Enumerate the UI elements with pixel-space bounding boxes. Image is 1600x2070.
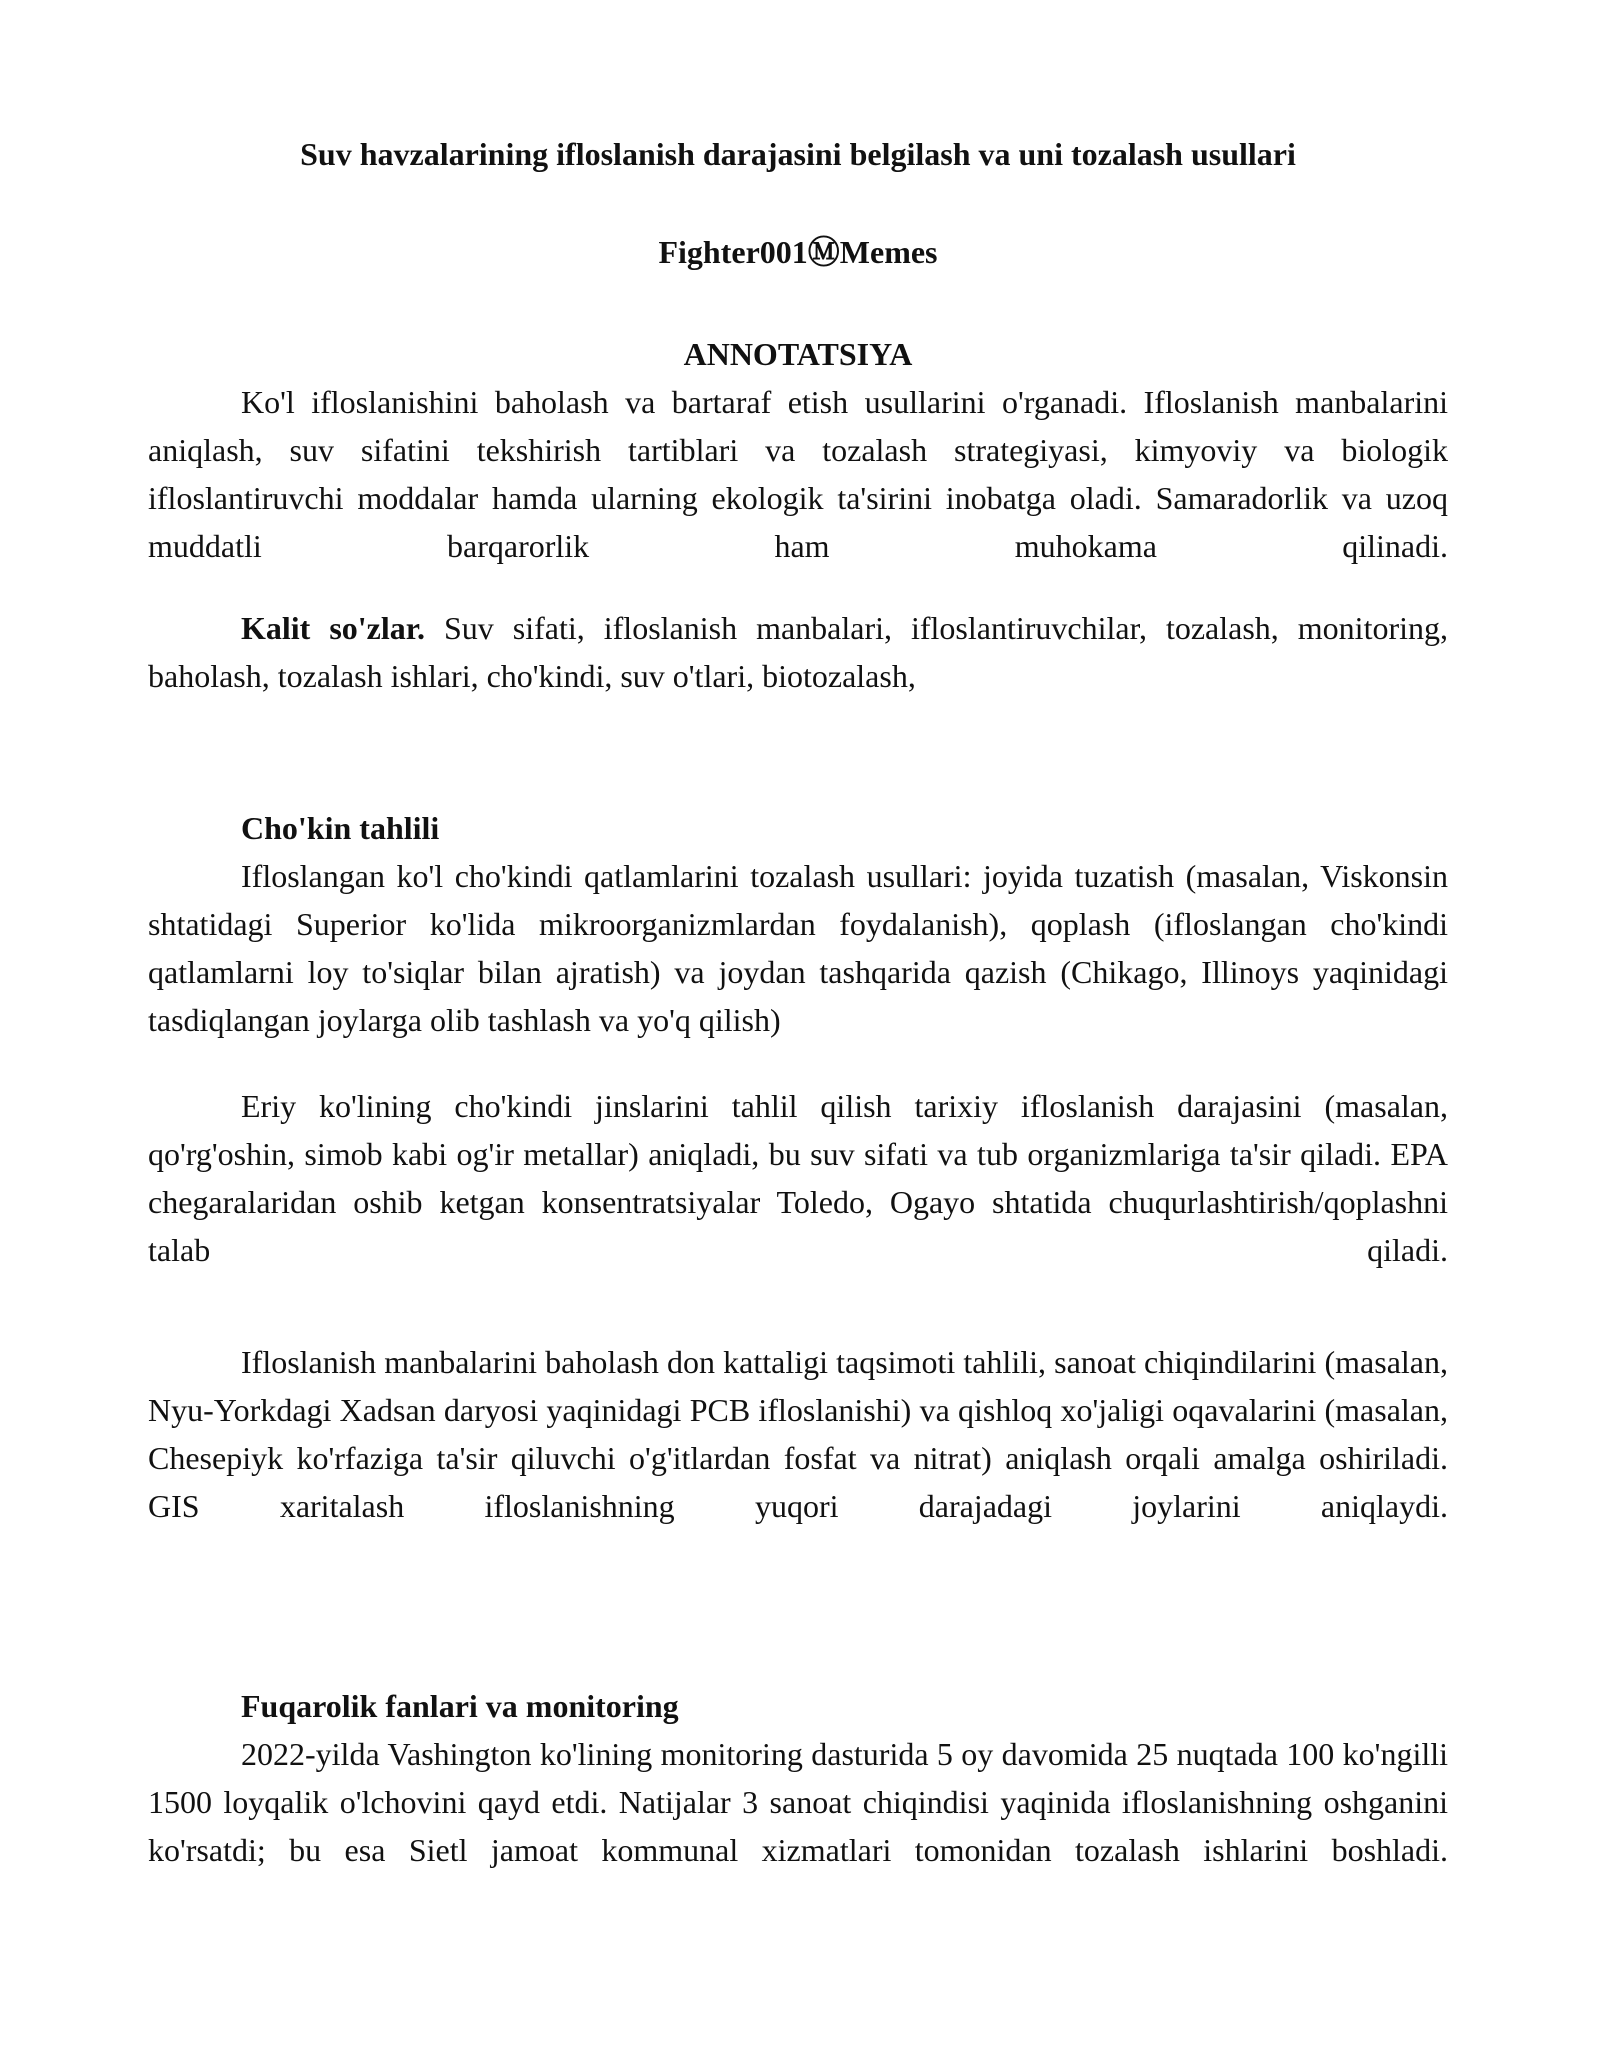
document-author: Fighter001ⓂMemes bbox=[658, 234, 938, 270]
document-title: Suv havzalarining ifloslanish darajasini belgilash va uni tozalash usullari bbox=[300, 136, 1296, 172]
section-chokin-paragraph-1: Ifloslangan ko'l cho'kindi qatlamlarini tozalash usullari: joyida tuzatish (masalan, Viskonsin shtatidagi Superior ko'lida mikroorganizmlardan foydalanish), qoplash (ifloslangan cho'kindi qatlamlarni loy to'siqlar bilan ajratish) va joydan tashqarida qazish (Chikago, Illinoys yaqinidagi tasdiqlangan joylarga olib tashlash va yo'q qilish) bbox=[148, 858, 1448, 1038]
section-heading-chokin: Cho'kin tahlili bbox=[241, 810, 440, 846]
section-heading-fuqarolik: Fuqarolik fanlari va monitoring bbox=[241, 1688, 679, 1724]
section-fuqarolik-paragraph-1: 2022-yilda Vashington ko'lining monitoring dasturida 5 oy davomida 25 nuqtada 100 ko'ngilli 1500 loyqalik o'lchovini qayd etdi. Natijalar 3 sanoat chiqindisi yaqinida ifloslanishning oshganini ko'rsatdi; bu esa Sietl jamoat kommunal xizmatlari tomonidan tozalash ishlarini boshladi. bbox=[148, 1736, 1448, 1868]
keywords-label: Kalit so'zlar. bbox=[241, 610, 426, 646]
section-chokin-paragraph-3: Ifloslanish manbalarini baholash don kattaligi taqsimoti tahlili, sanoat chiqindilarini (masalan, Nyu-Yorkdagi Xadsan daryosi yaqinidagi PCB ifloslanishi) va qishloq xo'jaligi oqavalarini (masalan, Chesepiyk ko'rfaziga ta'sir qiluvchi o'g'itlardan fosfat va nitrat) aniqlash orqali amalga oshiriladi. GIS xaritalash ifloslanishning yuqori darajadagi joylarini aniqlaydi. bbox=[148, 1344, 1448, 1524]
annotation-heading: ANNOTATSIYA bbox=[683, 336, 913, 372]
keywords-paragraph bbox=[148, 604, 1448, 700]
keywords-text: Suv sifati, ifloslanish manbalari, ifloslantiruvchilar, tozalash, monitoring, baholash, tozalash ishlari, cho'kindi, suv o'tlari, biotozalash, bbox=[148, 610, 1448, 694]
section-chokin-paragraph-2: Eriy ko'lining cho'kindi jinslarini tahlil qilish tarixiy ifloslanish darajasini (masalan, qo'rg'oshin, simob kabi og'ir metallar) aniqladi, bu suv sifati va tub organizmlariga ta'sir qiladi. EPA chegaralaridan oshib ketgan konsentratsiyalar Toledo, Ogayo shtatida chuqurlashtirish/qoplashni talab qiladi. bbox=[148, 1088, 1448, 1268]
annotation-text: Ko'l ifloslanishini baholash va bartaraf etish usullarini o'rganadi. Ifloslanish manbalarini aniqlash, suv sifatini tekshirish tartiblari va tozalash strategiyasi, kimyoviy va biologik ifloslantiruvchi moddalar hamda ularning ekologik ta'sirini inobatga oladi. Samaradorlik va uzoq muddatli barqarorlik ham muhokama qilinadi. bbox=[148, 384, 1448, 564]
